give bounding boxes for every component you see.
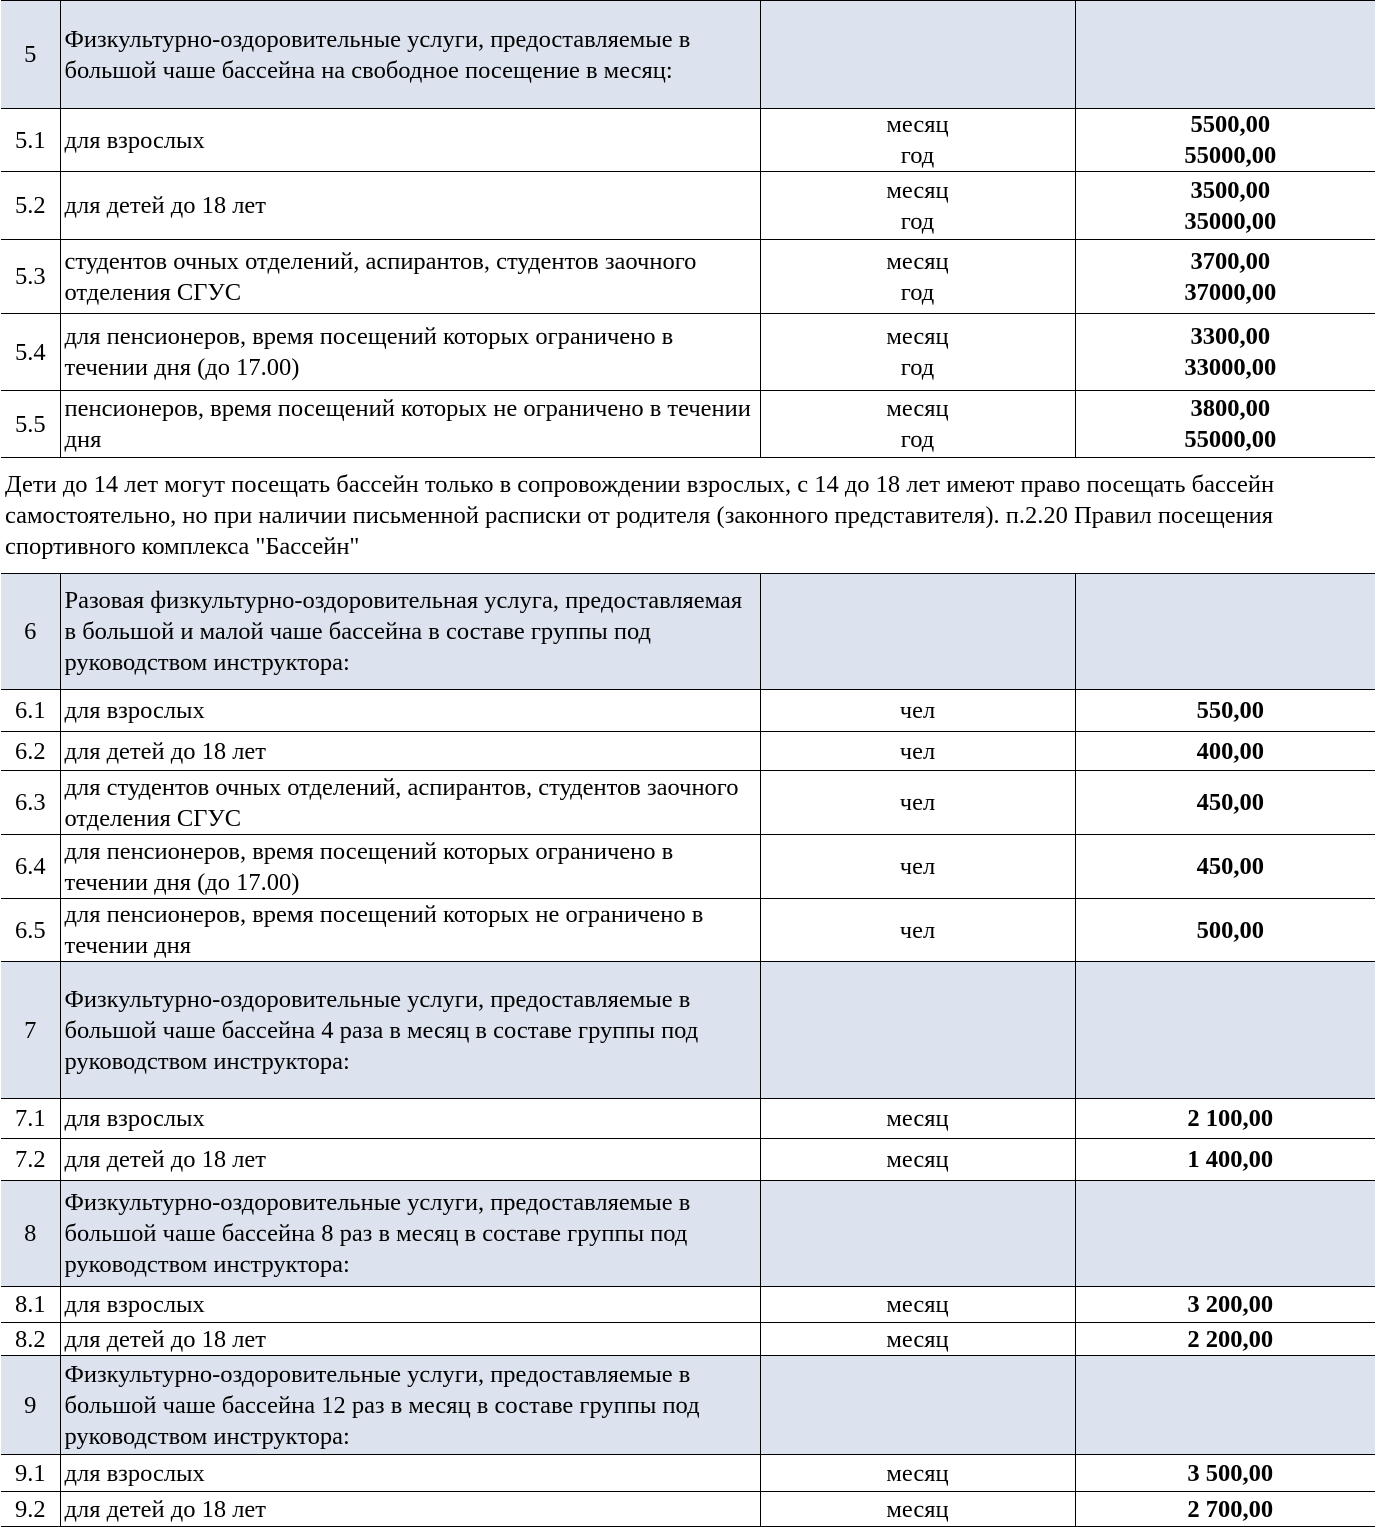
- unit-year: год: [900, 354, 935, 381]
- section-header-row: [1, 574, 1375, 690]
- price-value: 3 200,00: [1187, 1291, 1274, 1318]
- row-unit: чел: [760, 771, 1075, 835]
- row-price: [1075, 732, 1375, 771]
- section-title: Физкультурно-оздоровительные услуги, предоставляемые в большой чаше бассейна 4 раза в месяц в составе группы под руководством инструктора:: [60, 962, 760, 1099]
- row-number: 5.2: [1, 172, 60, 240]
- price-year: 35000,00: [1184, 207, 1277, 235]
- row-unit: месяц: [760, 1455, 1075, 1492]
- row-price: [1075, 314, 1375, 391]
- section-title: Физкультурно-оздоровительные услуги, предоставляемые в большой чаше бассейна 12 раз в месяц в составе группы под руководством инструктора:: [60, 1356, 760, 1455]
- price-year: 33000,00: [1184, 354, 1277, 381]
- row-number: 5.3: [1, 240, 60, 314]
- price-value: 2 100,00: [1187, 1105, 1274, 1132]
- row-number: 6.5: [1, 899, 60, 962]
- unit-year: год: [900, 207, 935, 235]
- row-number: 5.4: [1, 314, 60, 391]
- row-unit: чел: [760, 690, 1075, 732]
- section-unit-cell: [760, 962, 1075, 1099]
- section-number: 8: [1, 1181, 60, 1287]
- price-year: 55000,00: [1184, 426, 1277, 453]
- row-price: [1075, 1287, 1375, 1323]
- row-price: [1075, 1139, 1375, 1181]
- price-month: 3500,00: [1190, 176, 1271, 204]
- price-value: 450,00: [1196, 853, 1264, 880]
- row-number: 5.5: [1, 391, 60, 458]
- row-unit: чел: [760, 835, 1075, 899]
- row-name: для взрослых: [60, 1455, 760, 1492]
- row-unit: месяц: [760, 1287, 1075, 1323]
- price-value: 2 200,00: [1187, 1325, 1274, 1353]
- unit-year: год: [900, 426, 935, 453]
- unit-year: год: [900, 278, 935, 306]
- table-row: [1, 1323, 1375, 1356]
- row-unit: [760, 109, 1075, 172]
- row-name: для детей до 18 лет: [60, 732, 760, 771]
- table-row: [1, 391, 1375, 458]
- row-number: 9.2: [1, 1492, 60, 1527]
- section-number: 5: [1, 1, 60, 109]
- row-name: для детей до 18 лет: [60, 172, 760, 240]
- price-month: 3300,00: [1190, 323, 1271, 350]
- table-row: [1, 899, 1375, 962]
- unit-month: месяц: [886, 111, 949, 138]
- section-price-cell: [1075, 1181, 1375, 1287]
- price-year: 55000,00: [1184, 142, 1277, 169]
- unit-month: месяц: [886, 323, 949, 350]
- price-value: 550,00: [1196, 697, 1264, 724]
- note-row: [1, 458, 1375, 574]
- row-number: 8.2: [1, 1323, 60, 1356]
- table-row: [1, 1287, 1375, 1323]
- unit-year: год: [900, 142, 935, 169]
- table-row: [1, 771, 1375, 835]
- row-name: для детей до 18 лет: [60, 1139, 760, 1181]
- row-name: для взрослых: [60, 1099, 760, 1139]
- row-price: [1075, 835, 1375, 899]
- row-unit: [760, 172, 1075, 240]
- section-title: Разовая физкультурно-оздоровительная услуга, предоставляемая в большой и малой чаше бассейна в составе группы под руководством инструктора:: [60, 574, 760, 690]
- section-title: Физкультурно-оздоровительные услуги, предоставляемые в большой чаше бассейна на свободное посещение в месяц:: [60, 1, 760, 109]
- table-row: [1, 1139, 1375, 1181]
- table-row: [1, 835, 1375, 899]
- unit-month: месяц: [886, 395, 949, 422]
- row-number: 5.1: [1, 109, 60, 172]
- row-number: 7.2: [1, 1139, 60, 1181]
- row-name: студентов очных отделений, аспирантов, студентов заочного отделения СГУС: [60, 240, 760, 314]
- table-row: [1, 732, 1375, 771]
- section-header-row: [1, 1181, 1375, 1287]
- row-unit: месяц: [760, 1492, 1075, 1527]
- section-unit-cell: [760, 1181, 1075, 1287]
- row-price: [1075, 690, 1375, 732]
- table-row: [1, 314, 1375, 391]
- section-header-row: [1, 1, 1375, 109]
- row-price: [1075, 1455, 1375, 1492]
- section-number: 9: [1, 1356, 60, 1455]
- row-number: 9.1: [1, 1455, 60, 1492]
- price-value: 450,00: [1196, 789, 1264, 816]
- section-price-cell: [1075, 574, 1375, 690]
- table-row: [1, 1455, 1375, 1492]
- section-price-cell: [1075, 962, 1375, 1099]
- row-number: 7.1: [1, 1099, 60, 1139]
- section-header-row: [1, 962, 1375, 1099]
- row-name: для взрослых: [60, 690, 760, 732]
- table-row: [1, 1492, 1375, 1527]
- unit-month: месяц: [886, 247, 949, 275]
- row-price: [1075, 1099, 1375, 1139]
- row-number: 6.3: [1, 771, 60, 835]
- table-row: [1, 240, 1375, 314]
- table-row: [1, 109, 1375, 172]
- section-unit-cell: [760, 1, 1075, 109]
- row-name: для взрослых: [60, 1287, 760, 1323]
- row-price: [1075, 109, 1375, 172]
- section-unit-cell: [760, 1356, 1075, 1455]
- row-unit: [760, 240, 1075, 314]
- row-name: для пенсионеров, время посещений которых ограничено в течении дня (до 17.00): [60, 314, 760, 391]
- price-month: 3800,00: [1190, 395, 1271, 422]
- row-name: для пенсионеров, время посещений которых не ограничено в течении дня: [60, 899, 760, 962]
- row-price: [1075, 391, 1375, 458]
- table-row: [1, 172, 1375, 240]
- table-row: [1, 1099, 1375, 1139]
- price-year: 37000,00: [1184, 278, 1277, 306]
- row-unit: месяц: [760, 1099, 1075, 1139]
- row-number: 8.1: [1, 1287, 60, 1323]
- section-number: 7: [1, 962, 60, 1099]
- row-price: [1075, 771, 1375, 835]
- row-name: для детей до 18 лет: [60, 1323, 760, 1356]
- unit-month: месяц: [886, 176, 949, 204]
- row-number: 6.4: [1, 835, 60, 899]
- row-unit: [760, 391, 1075, 458]
- row-unit: чел: [760, 899, 1075, 962]
- section-price-cell: [1075, 1, 1375, 109]
- price-value: 500,00: [1196, 916, 1264, 944]
- row-price: [1075, 899, 1375, 962]
- row-number: 6.2: [1, 732, 60, 771]
- section-number: 6: [1, 574, 60, 690]
- row-unit: месяц: [760, 1323, 1075, 1356]
- price-value: 3 500,00: [1187, 1459, 1274, 1487]
- table-row: [1, 690, 1375, 732]
- price-table: [1, 0, 1375, 1527]
- price-month: 3700,00: [1190, 247, 1271, 275]
- price-value: 400,00: [1196, 737, 1264, 765]
- row-name: для детей до 18 лет: [60, 1492, 760, 1527]
- section-unit-cell: [760, 574, 1075, 690]
- section-title: Физкультурно-оздоровительные услуги, предоставляемые в большой чаше бассейна 8 раз в месяц в составе группы под руководством инструктора:: [60, 1181, 760, 1287]
- row-price: [1075, 172, 1375, 240]
- row-number: 6.1: [1, 690, 60, 732]
- row-name: пенсионеров, время посещений которых не ограничено в течении дня: [60, 391, 760, 458]
- price-value: 2 700,00: [1187, 1495, 1274, 1523]
- price-value: 1 400,00: [1187, 1146, 1274, 1173]
- section-header-row: [1, 1356, 1375, 1455]
- row-price: [1075, 1492, 1375, 1527]
- row-name: для взрослых: [60, 109, 760, 172]
- note-text: Дети до 14 лет могут посещать бассейн только в сопровождении взрослых, с 14 до 18 лет имеют право посещать бассейн самостоятельно, но при наличии письменной расписки от родителя (законного представителя). п.2.20 Правил посещения спортивного комплекса "Бассейн": [1, 458, 1375, 574]
- price-month: 5500,00: [1190, 111, 1271, 138]
- row-price: [1075, 240, 1375, 314]
- row-unit: месяц: [760, 1139, 1075, 1181]
- row-name: для студентов очных отделений, аспирантов, студентов заочного отделения СГУС: [60, 771, 760, 835]
- row-unit: [760, 314, 1075, 391]
- row-unit: чел: [760, 732, 1075, 771]
- row-price: [1075, 1323, 1375, 1356]
- row-name: для пенсионеров, время посещений которых ограничено в течении дня (до 17.00): [60, 835, 760, 899]
- section-price-cell: [1075, 1356, 1375, 1455]
